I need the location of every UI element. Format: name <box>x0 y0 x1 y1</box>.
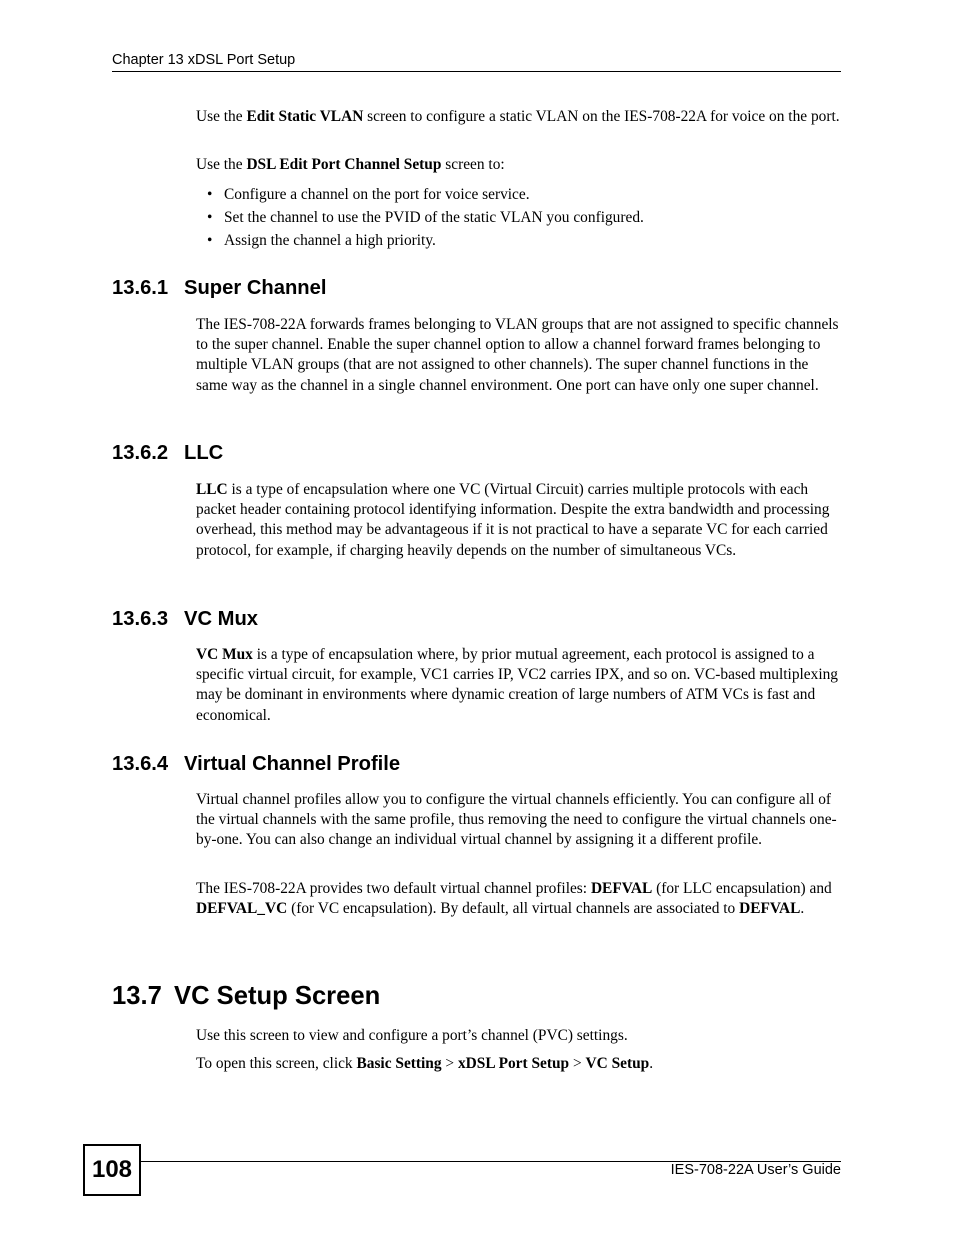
intro-paragraph-2: Use the DSL Edit Port Channel Setup screen to: <box>196 156 505 173</box>
profile-paragraph-1: Virtual channel profiles allow you to configure the virtual channels efficiently. You can configure all of the virtual channels with the same profile, thus removing the need to configure the virtual channels one-by-one. You can also change an individual virtual channel by assigning it a different profile. <box>196 791 837 849</box>
bullet-glyph: • <box>207 186 213 203</box>
running-header: Chapter 13 xDSL Port Setup <box>112 52 296 68</box>
profile-paragraph-2: The IES-708-22A provides two default virtual channel profiles: DEFVAL (for LLC encapsulation) and DEFVAL_VC (for VC encapsulation). By default, all virtual channels are associated to DEFVAL. <box>196 880 832 918</box>
page-number: 108 <box>83 1144 141 1196</box>
list-item: • Assign the channel a high priority. <box>196 229 842 252</box>
heading-vc-setup-screen: 13.7 VC Setup Screen <box>112 982 381 1010</box>
footer-guide-title: IES-708-22A User’s Guide <box>670 1162 841 1178</box>
list-item: • Configure a channel on the port for voice service. <box>196 183 842 206</box>
header-rule <box>112 71 841 72</box>
bullet-list <box>196 183 842 252</box>
heading-vc-mux: 13.6.3 VC Mux <box>112 608 259 630</box>
bullet-glyph: • <box>207 232 213 249</box>
intro-paragraph-1: Use the Edit Static VLAN screen to configure a static VLAN on the IES-708-22A for voice on the port. <box>196 108 840 125</box>
super-channel-paragraph: The IES-708-22A forwards frames belonging to VLAN groups that are not assigned to specific channels to the super channel. Enable the super channel option to allow a channel forward frames belonging to multiple VLAN groups (that are not assigned to other channels). The super channel functions in the same way as the channel in a single channel environment. One port can have only one super channel. <box>196 316 839 394</box>
vc-mux-paragraph: VC Mux is a type of encapsulation where, by prior mutual agreement, each protocol is assigned to a specific virtual circuit, for example, VC1 carries IP, VC2 carries IPX, and so on. VC-based multiplexing may be dominant in environments where dynamic creation of large numbers of ATM VCs is fast and economical. <box>196 646 838 724</box>
llc-paragraph: LLC is a type of encapsulation where one VC (Virtual Circuit) carries multiple protocols with each packet header containing protocol identifying information. Despite the extra bandwidth and processing overhead, this method may be advantageous if it is not practical to have a separate VC for each carried protocol, for example, if charging heavily depends on the number of simultaneous VCs. <box>196 481 830 559</box>
vc-setup-paragraph-2: To open this screen, click Basic Setting > xDSL Port Setup > VC Setup. <box>196 1055 654 1072</box>
heading-llc: 13.6.2 LLC <box>112 442 224 464</box>
heading-super-channel: 13.6.1 Super Channel <box>112 277 327 299</box>
list-item: • Set the channel to use the PVID of the static VLAN you configured. <box>196 206 842 229</box>
bullet-glyph: • <box>207 209 213 226</box>
vc-setup-paragraph-1: Use this screen to view and configure a port’s channel (PVC) settings. <box>196 1027 628 1044</box>
heading-virtual-channel-profile: 13.6.4 Virtual Channel Profile <box>112 753 401 775</box>
